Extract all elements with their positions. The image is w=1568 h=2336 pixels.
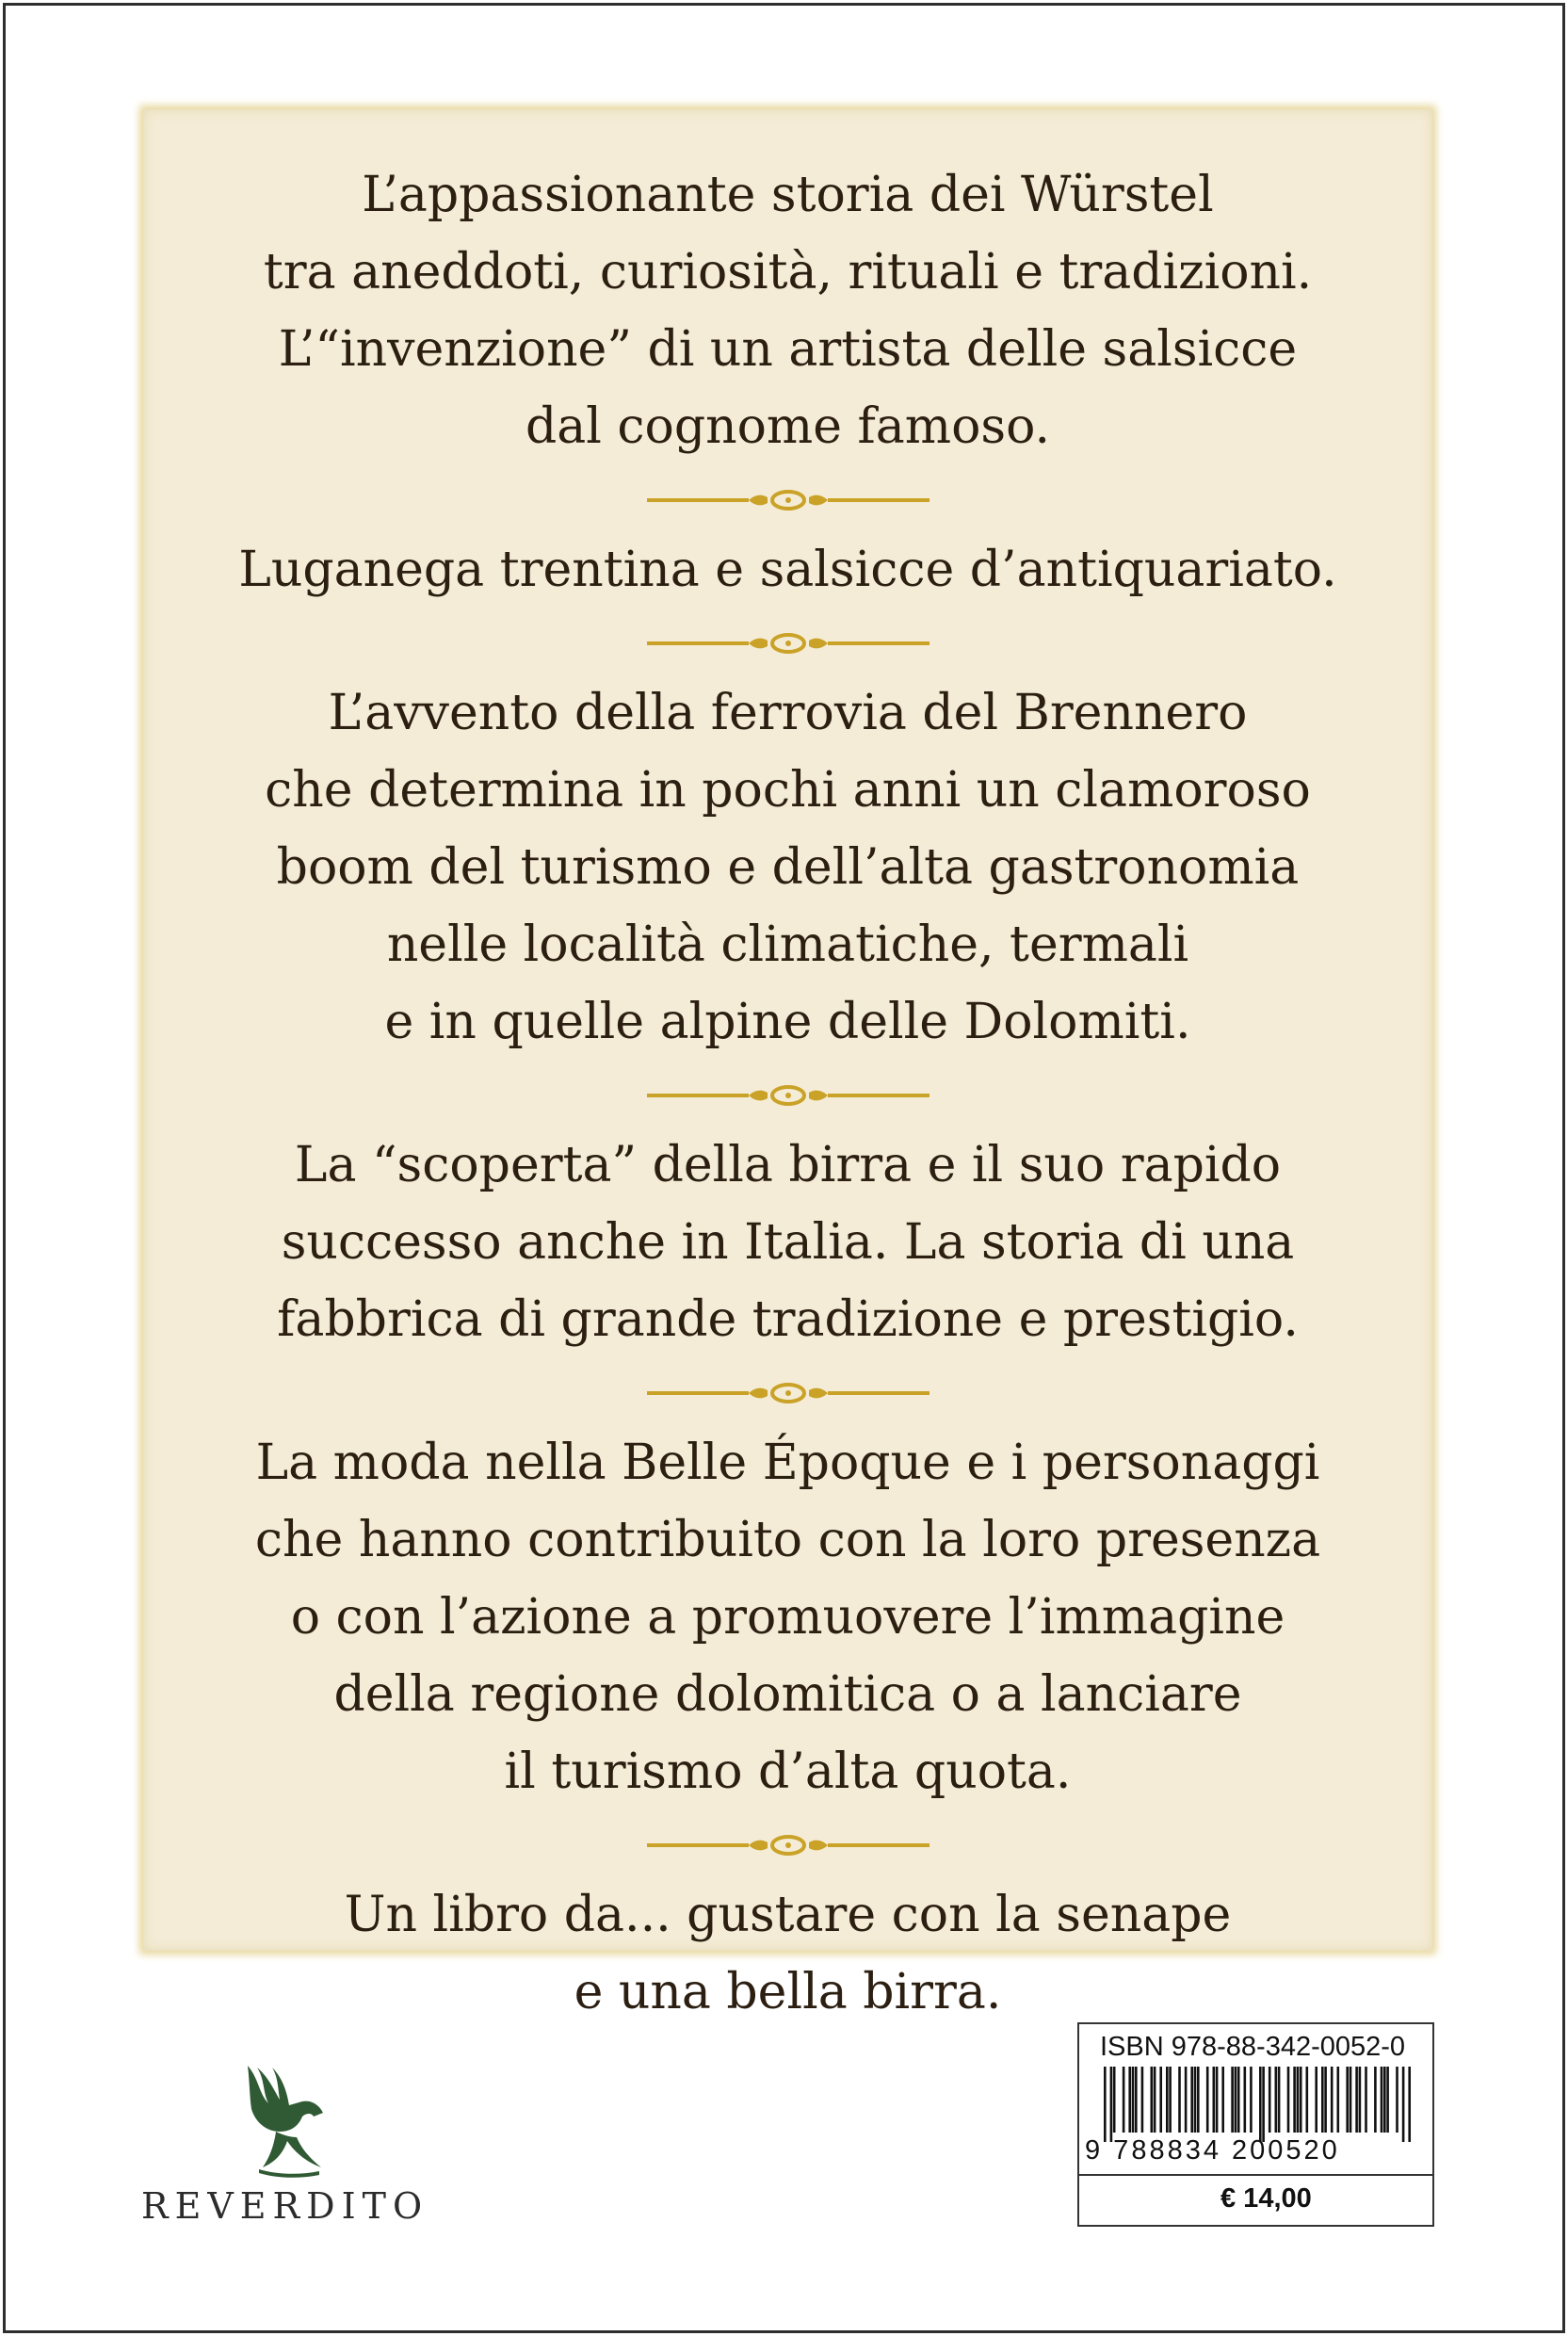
- blurb-paragraph: [277, 1127, 1299, 1358]
- barcode-bar: [1300, 2067, 1302, 2133]
- barcode-bar: [1110, 2067, 1113, 2142]
- blurb-line: Luganega trentina e salsicce d’antiquariato.: [238, 542, 1337, 598]
- blurb-line: fabbrica di grande tradizione e prestigio.: [277, 1291, 1299, 1348]
- blurb-paragraph: [265, 674, 1311, 1061]
- barcode-bar: [1237, 2067, 1240, 2133]
- blurb-panel: [143, 109, 1432, 2020]
- publisher-logo: [141, 2058, 429, 2227]
- ornament-divider-icon: [647, 631, 929, 656]
- ornament-divider-icon: [647, 1381, 929, 1405]
- barcode-bar: [1221, 2067, 1224, 2133]
- barcode-bar: [1104, 2067, 1107, 2142]
- barcode-bar: [1402, 2067, 1405, 2142]
- barcode-bar: [1287, 2067, 1290, 2133]
- blurb-line: L’“invenzione” di un artista delle salsicce: [278, 321, 1298, 378]
- eagle-r-logo-icon: [221, 2058, 344, 2181]
- blurb-line: boom del turismo e dell’alta gastronomia: [276, 839, 1300, 896]
- barcode-bar: [1166, 2067, 1169, 2133]
- ornament-divider-icon: [647, 1083, 929, 1108]
- blurb-paragraph: [238, 531, 1336, 608]
- barcode-bar: [1331, 2067, 1334, 2133]
- blurb-line: che hanno contribuito con la loro presenza: [254, 1512, 1321, 1568]
- barcode-bar: [1350, 2067, 1352, 2133]
- barcode-digits: 9 788834 200520: [1085, 2135, 1340, 2166]
- barcode-bar: [1159, 2067, 1162, 2133]
- barcode-bar: [1278, 2067, 1281, 2133]
- blurb-line: della regione dolomitica o a lanciare: [333, 1666, 1242, 1723]
- blurb-line: e in quelle alpine delle Dolomiti.: [384, 994, 1191, 1050]
- blurb-line: La “scoperta” della birra e il suo rapido: [294, 1137, 1282, 1193]
- barcode-bar: [1185, 2067, 1188, 2133]
- barcode-bar: [1321, 2067, 1324, 2133]
- isbn-label: ISBN 978-88-342-0052-0: [1100, 2032, 1406, 2062]
- publisher-name: REVERDITO: [141, 2185, 429, 2227]
- barcode-bar: [1244, 2067, 1247, 2133]
- blurb-paragraph: [345, 1876, 1232, 2031]
- barcode-bar: [1206, 2067, 1209, 2133]
- barcode-bar: [1151, 2067, 1154, 2133]
- barcode-bar: [1259, 2067, 1262, 2142]
- barcode-bar: [1365, 2067, 1367, 2133]
- barcode-bar: [1315, 2067, 1317, 2133]
- barcode-bar: [1324, 2067, 1327, 2133]
- barcode-bar: [1337, 2067, 1340, 2133]
- barcode-box: [1077, 2022, 1434, 2227]
- blurb-line: successo anche in Italia. La storia di una: [281, 1214, 1295, 1271]
- barcode-bar: [1381, 2067, 1383, 2133]
- barcode-bar: [1269, 2067, 1271, 2133]
- barcode-bar: [1135, 2067, 1138, 2133]
- barcode-bar: [1197, 2067, 1200, 2133]
- barcode-bar: [1178, 2067, 1181, 2133]
- barcode-bar: [1359, 2067, 1362, 2133]
- blurb-line: L’appassionante storia dei Würstel: [362, 167, 1214, 223]
- barcode-graphic: [1100, 2067, 1413, 2142]
- barcode-bar: [1141, 2067, 1144, 2133]
- barcode-bar: [1293, 2067, 1296, 2133]
- blurb-paragraph: [264, 156, 1312, 465]
- barcode-bar: [1275, 2067, 1278, 2133]
- barcode-bar: [1297, 2067, 1300, 2133]
- barcode-bar: [1123, 2067, 1125, 2133]
- barcode-bar: [1216, 2067, 1219, 2133]
- barcode-bar: [1169, 2067, 1172, 2133]
- blurb-line: dal cognome famoso.: [525, 398, 1051, 455]
- blurb-line: Un libro da... gustare con la senape: [344, 1887, 1232, 1943]
- barcode-bar: [1396, 2067, 1398, 2133]
- blurb-line: o con l’azione a promuovere l’immagine: [290, 1589, 1285, 1646]
- ornament-divider-icon: [647, 1833, 929, 1857]
- barcode-bar: [1262, 2067, 1265, 2142]
- ornament-divider-icon: [647, 488, 929, 512]
- barcode-bar: [1383, 2067, 1386, 2133]
- blurb-paragraph: [255, 1424, 1320, 1810]
- barcode-bar: [1231, 2067, 1234, 2133]
- barcode-bar: [1213, 2067, 1216, 2133]
- barcode-bar: [1408, 2067, 1411, 2142]
- barcode-bar: [1190, 2067, 1193, 2133]
- barcode-bar: [1154, 2067, 1156, 2133]
- barcode-bar: [1235, 2067, 1237, 2133]
- barcode-bar: [1132, 2067, 1135, 2133]
- barcode-bar: [1346, 2067, 1349, 2133]
- blurb-line: nelle località climatiche, termali: [386, 917, 1189, 973]
- barcode-bar: [1306, 2067, 1309, 2133]
- barcode-bar: [1128, 2067, 1131, 2133]
- blurb-line: e una bella birra.: [574, 1964, 1002, 2020]
- barcode-bar: [1250, 2067, 1253, 2133]
- barcode-bar: [1113, 2067, 1116, 2133]
- barcode-bar: [1374, 2067, 1377, 2133]
- blurb-line: tra aneddoti, curiosità, rituali e tradizioni.: [263, 244, 1313, 300]
- blurb-content: [143, 109, 1432, 2031]
- blurb-line: L’avvento della ferrovia del Brennero: [328, 685, 1248, 741]
- blurb-line: che determina in pochi anni un clamoroso: [265, 762, 1311, 819]
- barcode-bar: [1194, 2067, 1197, 2133]
- barcode-bar: [1355, 2067, 1358, 2133]
- price-row: [1079, 2174, 1432, 2227]
- blurb-line: il turismo d’alta quota.: [504, 1744, 1072, 1800]
- price-label: € 14,00: [1220, 2183, 1312, 2214]
- blurb-line: La moda nella Belle Époque e i personaggi: [255, 1435, 1320, 1491]
- barcode-bar: [1386, 2067, 1389, 2133]
